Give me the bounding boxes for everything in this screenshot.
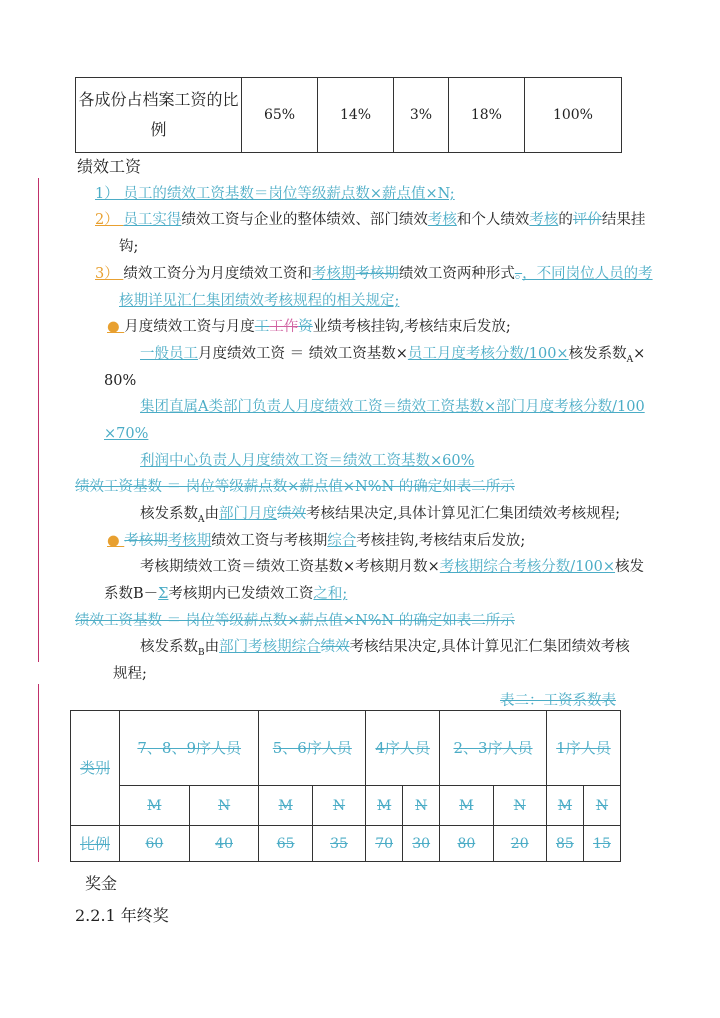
n-header: N [403, 786, 440, 826]
m-header: M [440, 786, 493, 826]
change-bar [38, 684, 39, 862]
coefficient-cell: 20 [493, 826, 546, 862]
inserted-text: 部门月度 [219, 506, 277, 522]
deleted-text: 绩效工资基数 ＝ 岗位等级薪点数×薪点值×N%N 的确定如表二所示 [75, 479, 515, 495]
text-run: 考核期绩效工资＝绩效工资基数×考核期月数× [140, 559, 440, 575]
text-run: 月度绩效工资与月度 [124, 319, 255, 335]
inserted-text: 员工月度考核分数/100× [407, 346, 569, 362]
deleted-text: 表二：工资系数表 [500, 693, 616, 709]
text-run: 业绩考核挂钩,考核结束后发放; [312, 319, 511, 335]
deleted-text: 考核期 [355, 266, 399, 282]
ratio-cell: 100% [524, 78, 621, 153]
inserted-text: ，不同岗位人员的考 [522, 266, 653, 282]
inserted-text: 部门考核期综合 [219, 639, 321, 655]
text-run: A [198, 515, 205, 525]
wage-coefficient-table [70, 710, 621, 862]
text-run: 结果挂 [601, 212, 646, 228]
text-run: 考核结果决定,具体计算见汇仁集团绩效考核 [349, 639, 630, 655]
m-header: M [259, 786, 312, 826]
ratio-cell: 3% [394, 78, 449, 153]
text-run: 由 [204, 639, 220, 655]
text-run: 核发 [615, 559, 645, 575]
group-header: 7、8、9序人员 [120, 711, 259, 786]
inserted-text: 1） 员工的绩效工资基数＝岗位等级薪点数×薪点值×N; [95, 186, 455, 202]
group-header: 1序人员 [546, 711, 620, 786]
coefficient-cell: 80 [440, 826, 493, 862]
bullet-icon: ● [107, 319, 125, 335]
text-run: 核发系数 [568, 346, 627, 362]
text-run: 绩效工资分为月度绩效工资和 [123, 266, 312, 282]
text-line [140, 637, 630, 663]
inserted-text: 考核期 [167, 533, 212, 549]
text-run: 考核结果决定,具体计算见汇仁集团绩效考核规程; [306, 506, 620, 522]
coefficient-cell: 70 [366, 826, 403, 862]
deleted-text: 。 [514, 266, 523, 282]
deleted-text: 绩效工资基数 ＝ 岗位等级薪点数×薪点值×N%N 的确定如表二所示 [75, 613, 515, 629]
ratio-cell: 65% [242, 78, 318, 153]
text-line [95, 264, 653, 284]
inserted-text: 考核期 [311, 266, 356, 282]
ratio-label: 各成份占档案工资的比例 [76, 78, 242, 153]
text-run: 2.2.1 年终奖 [75, 906, 169, 925]
coefficient-cell: 85 [546, 826, 583, 862]
row-label: 比例 [71, 826, 120, 862]
text-line [104, 371, 136, 391]
deleted-text: 评价 [572, 212, 602, 228]
inserted-text: 考核期综合考核分数/100× [439, 559, 616, 575]
inserted-text: 一般员工 [140, 346, 198, 362]
text-run: B [198, 648, 205, 658]
inserted-text: 员工实得 [123, 212, 182, 228]
text-run: 80% [104, 373, 137, 389]
text-run: 绩效工资 [77, 157, 142, 176]
text-run: 奖金 [85, 874, 118, 893]
text-line [75, 477, 515, 497]
text-line [85, 874, 117, 894]
text-run: 绩效工资与企业的整体绩效、部门绩效 [181, 212, 428, 228]
text-run: 2） [95, 212, 124, 228]
text-line [75, 906, 169, 926]
text-line [500, 691, 616, 711]
text-line [107, 317, 511, 337]
inserted-text: 考核 [427, 212, 457, 228]
inserted-text: ×70% [104, 426, 149, 442]
text-run: 的 [558, 212, 573, 228]
deleted-text: 工作 [269, 319, 299, 335]
m-header: M [120, 786, 190, 826]
group-header: 5、6序人员 [259, 711, 366, 786]
bullet-icon: ● [107, 533, 125, 549]
text-run: 由 [204, 506, 219, 522]
inserted-text: Σ [158, 586, 169, 602]
coefficient-cell: 35 [312, 826, 365, 862]
text-line [107, 531, 525, 551]
text-line [140, 451, 474, 471]
text-run: 核发系数 [140, 506, 198, 522]
text-line [140, 397, 645, 417]
inserted-text: 之和; [313, 586, 348, 602]
text-line [140, 557, 644, 577]
ratio-cell: 18% [448, 78, 524, 153]
coefficient-cell: 40 [189, 826, 259, 862]
text-line [75, 611, 515, 631]
text-run: 考核挂钩,考核结束后发放; [356, 533, 526, 549]
text-run: 和个人绩效 [456, 212, 530, 228]
text-run: 绩效工资两种形式 [398, 266, 515, 282]
text-run: 月度绩效工资 ＝ 绩效工资基数× [198, 346, 408, 362]
archive-wage-ratio-table [75, 77, 622, 153]
inserted-text: 核期详见汇仁集团绩效考核规程的相关规定; [119, 293, 400, 309]
text-line [95, 210, 645, 230]
inserted-text: 集团直属A类部门负责人月度绩效工资＝绩效工资基数×部门月度考核分数/100 [140, 399, 645, 415]
coefficient-cell: 65 [259, 826, 312, 862]
text-run: A [626, 355, 634, 365]
deleted-text: 工 [254, 319, 270, 335]
deleted-text: 考核期 [124, 533, 168, 549]
text-run: 考核期内已发绩效工资 [168, 586, 314, 602]
inserted-text: 考核 [529, 212, 559, 228]
coefficient-cell: 30 [403, 826, 440, 862]
text-line [104, 584, 347, 604]
deleted-text: 资 [298, 319, 313, 335]
text-run: × [633, 346, 646, 362]
inserted-text: 综合 [327, 533, 357, 549]
text-run: 核发系数 [140, 639, 198, 655]
group-header: 4序人员 [366, 711, 440, 786]
text-line [77, 157, 141, 177]
m-header: M [366, 786, 403, 826]
text-run: 系数B－ [104, 586, 159, 602]
m-header: M [546, 786, 583, 826]
ratio-cell: 14% [318, 78, 394, 153]
text-line [104, 424, 148, 444]
text-line [113, 664, 147, 684]
text-run: 绩效工资与考核期 [211, 533, 328, 549]
n-header: N [312, 786, 365, 826]
text-line [95, 184, 455, 204]
n-header: N [583, 786, 620, 826]
coefficient-cell: 15 [583, 826, 620, 862]
text-line [119, 291, 399, 311]
group-header: 2、3序人员 [440, 711, 547, 786]
category-header: 类别 [71, 711, 120, 826]
text-line [119, 237, 138, 257]
n-header: N [493, 786, 546, 826]
text-run: 钩; [119, 239, 139, 255]
change-bar [38, 178, 39, 662]
text-line [140, 504, 620, 530]
text-run: 规程; [113, 666, 147, 682]
text-line [140, 344, 645, 370]
text-run: 3） [95, 266, 124, 282]
coefficient-cell: 60 [120, 826, 190, 862]
deleted-text: 绩效 [277, 506, 306, 522]
inserted-text: 利润中心负责人月度绩效工资＝绩效工资基数×60% [140, 453, 475, 469]
deleted-text: 绩效 [320, 639, 350, 655]
n-header: N [189, 786, 259, 826]
